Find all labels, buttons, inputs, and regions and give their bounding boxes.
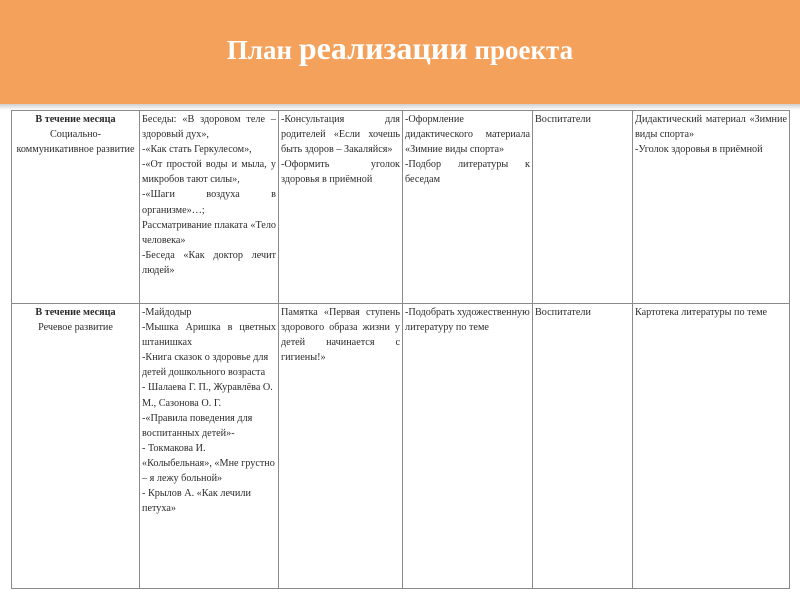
list-item: -«Как стать Геркулесом», <box>142 144 252 156</box>
preparation-cell <box>403 304 533 589</box>
children-activities-cell <box>140 111 279 304</box>
title-part-1: План <box>226 35 299 65</box>
preparation-cell <box>403 111 533 304</box>
period-label: В течение месяца <box>35 307 116 318</box>
list-item: -Подбор литературы к беседам <box>405 159 530 186</box>
result-cell <box>633 111 790 304</box>
area-label: Социально-коммуникативное развитие <box>16 129 135 156</box>
list-item: Памятка «Первая ступень здорового образа жизни у детей начинается с гигиены!» <box>281 307 400 364</box>
responsible-label: Воспитатели <box>535 307 591 318</box>
list-item: Картотека литературы по теме <box>635 307 768 318</box>
list-item: -Консультация для родителей «Если хочешь быть здоров – Закаляйся» <box>281 114 400 156</box>
project-plan-table <box>11 110 790 589</box>
list-item: - Крылов А. «Как лечили петуха» <box>142 488 251 515</box>
period-cell <box>12 111 140 304</box>
list-item: Рассматривание плаката «Тело человека» <box>142 219 276 246</box>
list-item: -«От простой воды и мыла, у микробов тают силы», <box>142 159 276 186</box>
area-label: Речевое развитие <box>38 322 113 334</box>
list-item: -Уголок здоровья в приёмной <box>635 144 763 156</box>
list-item: -«Правила поведения для воспитанных детей»- <box>142 412 253 439</box>
result-cell <box>633 304 790 589</box>
list-item: -Беседа «Как доктор лечит людей» <box>142 249 276 276</box>
children-activities-cell <box>140 304 279 589</box>
period-cell <box>12 304 140 589</box>
title-part-2: реализации <box>298 30 468 66</box>
list-item: -Мышка Аришка в цветных штанишках <box>142 322 276 349</box>
table-row <box>12 111 790 304</box>
list-item: - Токмакова И. «Колыбельная», «Мне грустно – я лежу больной» <box>142 442 275 485</box>
list-item: Беседы: «В здоровом теле – здоровый дух», <box>142 114 276 141</box>
responsible-label: Воспитатели <box>535 114 591 125</box>
list-item: -Майдодыр <box>142 307 192 318</box>
title-part-3: проекта <box>467 35 574 65</box>
responsible-cell <box>533 304 633 589</box>
list-item: Дидактический материал «Зимние виды спорта» <box>635 114 787 141</box>
list-item: -Оформить уголок здоровья в приёмной <box>281 159 400 186</box>
parents-work-cell <box>279 304 403 589</box>
list-item: -Оформление дидактического материала «Зимние виды спорта» <box>405 114 530 156</box>
list-item: - Шалаева Г. П., Журавлёва О. М., Сазонова О. Г. <box>142 382 273 409</box>
period-label: В течение месяца <box>35 114 116 125</box>
list-item: -Книга сказок о здоровье для детей дошкольного возраста <box>142 352 269 379</box>
page-title <box>0 30 800 67</box>
responsible-cell <box>533 111 633 304</box>
table-row <box>12 304 790 589</box>
list-item: -«Шаги воздуха в организме»…; <box>142 189 276 216</box>
parents-work-cell <box>279 111 403 304</box>
list-item: -Подобрать художественную литературу по теме <box>405 307 530 334</box>
